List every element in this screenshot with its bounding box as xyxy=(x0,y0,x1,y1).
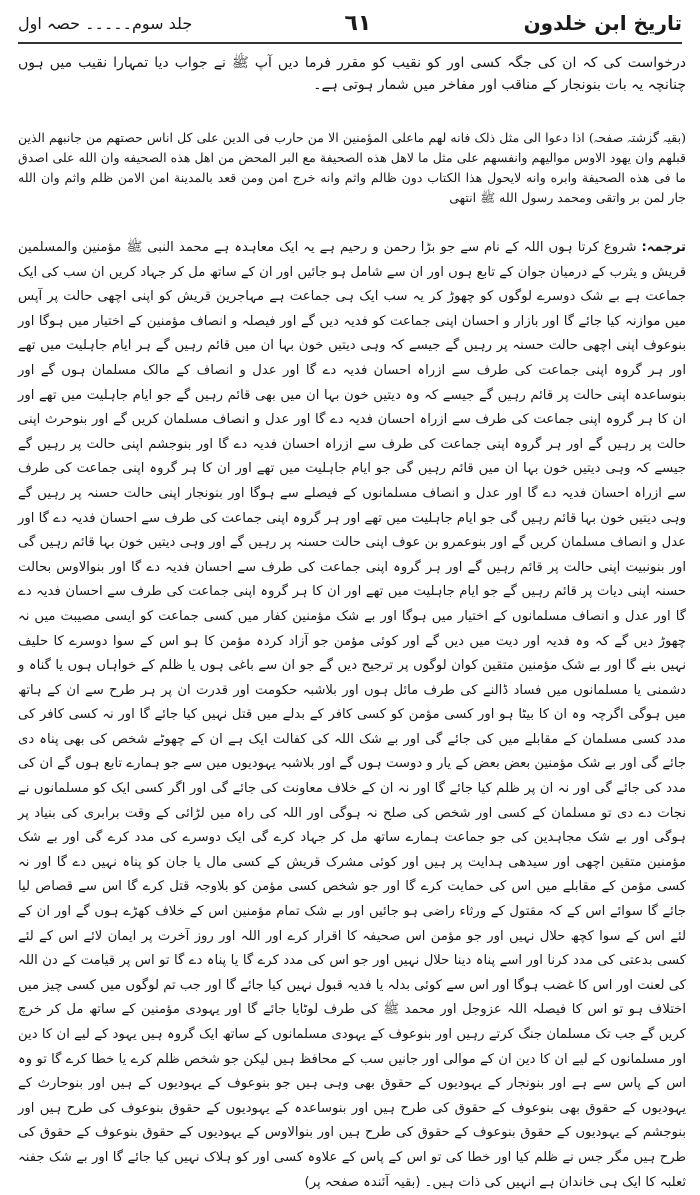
volume-label: جلد سوم۔۔۔۔۔ حصہ اول xyxy=(18,13,193,33)
page-header xyxy=(18,8,682,38)
book-title: تاریخ ابن خلدون xyxy=(523,11,682,35)
arabic-treaty-text: (بقیہ گزشتہ صفحہ) اذا دعوا الی مثل ذلک فانه لهم ماعلی المؤمنین الا من حارب فی الدین علی کل اناس حصتهم من جانبهم الذین قبلهم وان یهود الاوس موالیهم وانفسهم علی مثل ما لاهل هذه الصحیفة مع البر المحض من اهل هذه الصحیفه وان الله علی اصدق ما فی هذه الصحیفة وابره وانه لایحول هذا الکتاب دون ظالم واثم وانه خرج امن ومن قعد بالمدینة امن الامن ظلم واثم وان الله جار لمن بر واتقی ومحمد رسول الله ﷺ انتهی xyxy=(18,130,686,205)
translation-label: ترجمہ: xyxy=(641,240,686,255)
intro-paragraph: درخواست کی کہ ان کی جگہ کسی اور کو نقیب کو مقرر فرما دیں آپ ﷺ نے جواب دیا تمہارا نقیب میں ہوں چنانچہ یہ بات بنونجار کے مناقب اور مفاخر میں شمار ہوتی ہے۔ xyxy=(18,55,686,93)
translation-paragraph xyxy=(18,236,686,1190)
translation-text: شروع کرتا ہوں اللہ کے نام سے جو بڑا رحمن و رحیم ہے یہ ایک معاہدہ ہے محمد النبی ﷺ مؤمنین والمسلمین قریش و یثرب کے درمیان جوان کے تابع ہوں اور ان سے شامل ہو جائیں اور ان کے ساتھ مل کر جہاد کریں ان سب کی ایک جماعت ہے بے شک دوسرے لوگوں کو چھوڑ کر یہ سب ایک ہی جماعت ہے مہاجرین قریش کو اپنی اچھی حالت پر آپس میں موازنہ کیا جائے گا اور بازار و احسان اپنی جماعت کو فدیہ دیں گے اور فیصلہ و انصاف مؤمنین کے اختیار میں ہوگا اور بنوعوف اپنی اچھی حالت حسنہ پر رہیں گے جیسے کہ وہی دیتیں خون بہا ان میں قائم رہیں گے ہر ایام جاہلیت میں تھے اور ہر گروہ اپنی جماعت کی طرف سے ازراہ احسان فدیہ دے گا اور عدل و انصاف کے مالک مسلمان ہوں گے اور بنوساعدہ اپنی حالت پر قائم رہیں گے جیسے کہ وہ دیتیں خون بہا ان میں بھی قائم رہیں گے جو ایام جاہلیت میں تھے اور ان کا ہر گروہ اپنی جماعت کی طرف سے ازراہ احسان فدیہ دے گا اور عدل و انصاف مسلمان کریں گے اور بنوحرث اپنی حالت پر رہیں گے اور ہر گروہ اپنی جماعت کی طرف سے ازراہ احسان فدیہ دے گا اور بنوجشم اپنی حالت پر رہیں گے جیسے کہ وہی دیتیں خون بہا ان میں قائم رہیں گی جو ایام جاہلیت میں تھے اور ان کا ہر گروہ اپنی جماعت کی طرف سے ازراہ احسان فدیہ دے گا اور عدل و انصاف مسلمانوں کے فیصلے سے ہوگا اور بنونجار اپنی حالت حسنہ پر رہیں گے وہی دیتیں خون بہا قائم رہیں گی جو ایام جاہلیت میں تھے اور ہر گروہ اپنی جماعت کی طرف سے احسان فدیہ دے گا اور عدل و انصاف مسلمان کریں گے اور بنوعمرو بن عوف اپنی حالت حسنہ پر رہیں گے اور وہی دیتیں خون بہا قائم رہیں گی اور بنونبیت اپنی حالت پر قائم رہیں گے اور ہر گروہ اپنی جماعت کی طرف سے احسان فدیہ دے گا اور بنوالاوس بحالت حسنہ اپنی دیات پر قائم رہیں گے جو ایام جاہلیت میں تھے اور ان کا ہر گروہ اپنی جماعت کی طرف سے احسان فدیہ دے گا اور عدل و انصاف مسلمانوں کے اختیار میں ہوگا اور بے شک مؤمنین کفار میں کسی جماعت کو ایسی مصیبت میں نہ چھوڑ دیں گے کہ وہ فدیہ اور دیت میں دیں گے اور کوئی مؤمن جو آزاد کردہ مؤمن کا ہو اس کے سوا دوسرے کا حلیف نہیں بنے گا اور بے شک مؤمنین متقین کوان لوگوں پر ترجیح دیں گے جو ان سے باغی ہوں یا ظلم کے خواہاں ہوں یا گناہ و دشمنی یا مسلمانوں میں فساد ڈالنے کی طرف مائل ہوں اور بلاشبہ حکومت اور قدرت ان پر ہر طرح سے ان کے ہاتھ میں ہوگی اگرچہ وہ ان کا بیٹا ہو اور کسی مؤمن کو کسی کافر کے بدلے میں قتل نہیں کیا جائے گا اور نہ کسی کافر کی مدد کسی مسلمان کے مقابلے میں کی جائے گی اور بے شک اللہ کی کفالت ایک ہے ان کے چھوٹے شخص کی بھی پناہ دی جائے گی اور بے شک مؤمنین بعض بعض کے یار و دوست ہوں گے اور بلاشبہ یہودیوں میں سے جو ہمارے تابع ہوں گے ان کی مدد کی جائے گی اور نہ ان پر ظلم کیا جائے گا اور نہ ان کے خلاف معاونت کی جائے گی اور اگر کسی ایک کو مسلمانوں نے نجات دے دی تو مسلمان کے کسی اور شخص کی صلح نہ ہوگی اور اللہ کی راہ میں لڑائی کے وقت برابری کی بنیاد پر ہوگی اور بے شک مجاہدین کی جو جماعت ہمارے ساتھ مل کر جہاد کرے گی ایک دوسرے کی مدد کرے گی اور بے شک مؤمنین متقین اچھی اور سیدھی ہدایت پر ہیں اور کوئی مشرک قریش کے کسی مال یا جان کو پناہ نہیں دے گا اور نہ کسی مؤمن کے مقابلے میں اس کی حمایت کرے گا اور جو شخص کسی مؤمن کو بلاوجہ قتل کرے گا اس سے قصاص لیا جائے گا سوائے اس کے کہ مقتول کے ورثاء راضی ہو جائیں اور بے شک تمام مؤمنین اس کے خلاف کھڑے ہوں گے اور ان کے لئے اس کے سوا کچھ حلال نہیں اور جو مؤمن اس صحیفہ کا اقرار کرے اور اللہ اور روز آخرت پر ایمان لائے اس کے لئے کسی بدعتی کی مدد کرنا اور اسے پناہ دینا حلال نہیں اور جو اس کی مدد کرے گا یا پناہ دے گا تو اس پر قیامت کے دن اللہ کی لعنت اور اس کا غضب ہوگا اور اس سے کوئی بدلہ یا فدیہ قبول نہیں کیا جائے گا اور جب تم لوگوں میں کسی چیز میں اختلاف ہو تو اس کا فیصلہ اللہ عزوجل اور محمد ﷺ کی طرف لوٹایا جائے گا اور یہودی مؤمنین کے ساتھ مل کر خرچ کریں گے جب تک مسلمان جنگ کرتے رہیں اور بنوعوف کے یہودی مسلمانوں کے ساتھ ایک گروہ ہیں یہود کے لیے ان کا دین اور مسلمانوں کے لیے ان کا دین ان کے موالی اور جانیں سب کے محافظ ہیں لیکن جو شخص ظلم کرے یا خطا کرے گا تو وہ اس کے پاس سے ہے اور بنونجار کے یہودیوں کے حقوق بھی وہی ہیں جو بنوعوف کے یہودیوں کے ہیں اور بنوحارث کے یہودیوں کے حقوق بھی بنوعوف کے حقوق کی طرح ہیں اور بنوساعدہ کے یہودیوں کے حقوق بنوعوف کی طرح ہیں اور بنوجشم کے یہودیوں کے حقوق بنوعوف کے حقوق کی طرح ہیں اور بنوالاوس کے یہودیوں کے حقوق بنوعوف کے حقوق کی طرح ہیں مگر جس نے ظلم کیا اور خطا کی تو اس کے پاس کے علاوہ کسی اور کو ہلاک نہیں کیا جائے گا اور بے شک جفنہ ثعلبہ کا ایک ہی خاندان ہے انہیں کی ذات ہیں۔ (بقیہ آئندہ صفحہ پر) xyxy=(18,240,686,1190)
header-divider xyxy=(18,42,682,44)
page-number: ٦١ xyxy=(344,10,372,36)
